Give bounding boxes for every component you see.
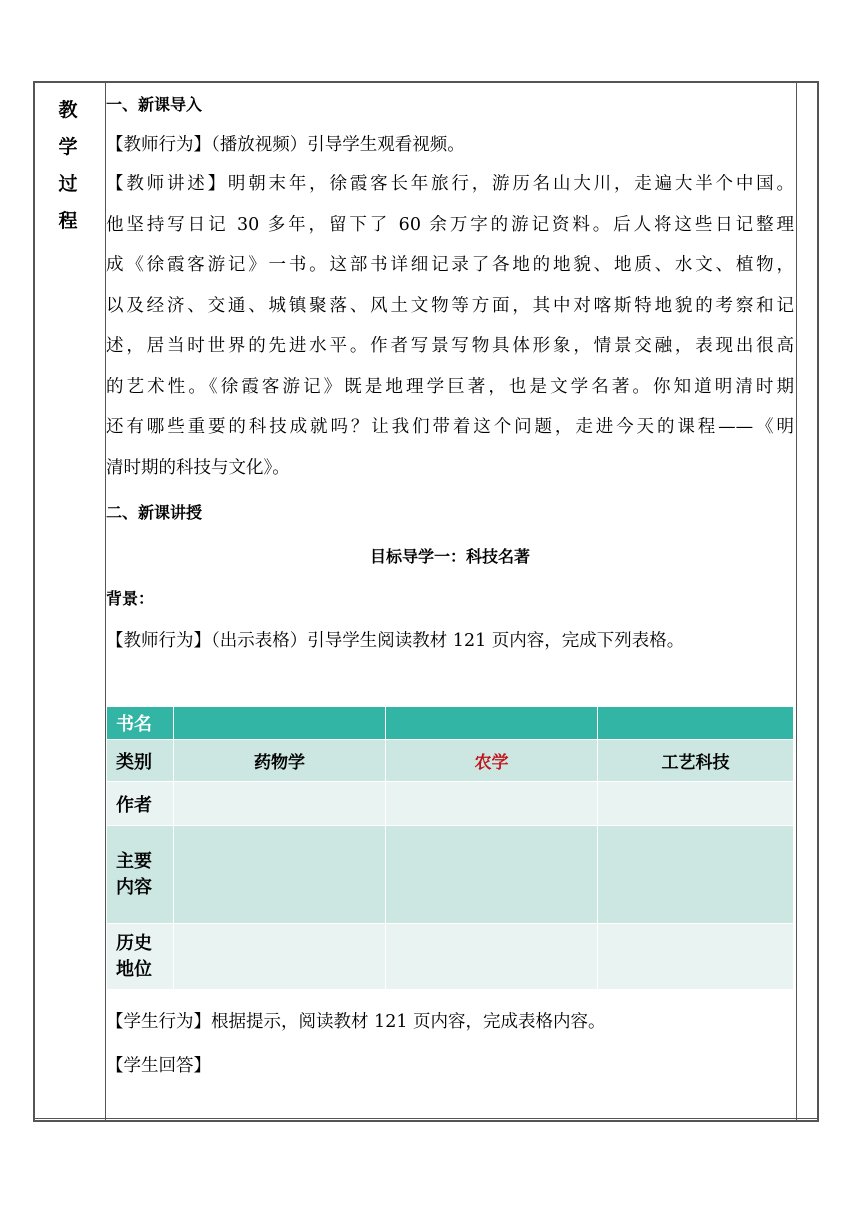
narration-line: 述，居当时世界的先进水平。作者写景写物具体形象，情景交融，表现出很高	[106, 336, 794, 356]
teacher-action-video: 【教师行为】（播放视频）引导学生观看视频。	[106, 135, 465, 155]
table-row-category	[107, 740, 794, 782]
science-books-table	[106, 706, 794, 990]
table-cell	[386, 826, 598, 924]
teaching-process-label	[50, 92, 86, 240]
table-row-book-name	[107, 707, 794, 740]
narration-line: 成《徐霞客游记》一书。这部书详细记录了各地的地貌、地质、水文、植物，	[106, 255, 794, 275]
row-label: 作者	[107, 782, 174, 826]
table-cell	[174, 782, 386, 826]
table-row-main-content	[107, 826, 794, 924]
row-label: 主要内容	[107, 826, 174, 924]
table-cell	[174, 924, 386, 990]
narration-line: 以及经济、交通、城镇聚落、风土文物等方面，其中对喀斯特地貌的考察和记	[106, 295, 794, 316]
frame-bottom-border	[33, 1118, 819, 1122]
table-cell	[598, 924, 794, 990]
side-label-char: 教	[58, 99, 78, 121]
table-row-author	[107, 782, 794, 826]
category-cell: 工艺科技	[598, 740, 794, 782]
student-answer-label: 【学生回答】	[106, 1056, 211, 1076]
lesson-content	[106, 88, 794, 658]
column-divider-right	[796, 83, 797, 1120]
table-cell	[386, 782, 598, 826]
row-label: 书名	[107, 707, 174, 740]
narration-line: 的艺术性。《徐霞客游记》既是地理学巨著，也是文学名著。你知道明清时期	[106, 376, 794, 397]
side-label-char: 过	[58, 173, 78, 195]
table-row-historical-status	[107, 924, 794, 990]
section-heading-lecture: 二、新课讲授	[106, 503, 203, 522]
table-cell	[598, 707, 794, 740]
table-cell	[174, 826, 386, 924]
narration-line: 他坚持写日记 30 多年，留下了 60 余万字的游记资料。后人将这些日记整理	[106, 214, 794, 235]
side-label-char: 学	[58, 136, 78, 158]
table-cell	[598, 782, 794, 826]
after-table-text	[106, 1002, 794, 1086]
row-label: 类别	[107, 740, 174, 782]
table-cell	[386, 924, 598, 990]
category-cell: 药物学	[174, 740, 386, 782]
table-cell	[598, 826, 794, 924]
category-cell: 农学	[386, 740, 598, 782]
table-cell	[386, 707, 598, 740]
background-label: 背景：	[106, 589, 155, 608]
section-heading-intro: 一、新课导入	[106, 95, 203, 114]
teacher-narration	[106, 164, 794, 488]
side-label-char: 程	[58, 210, 78, 232]
goal-title: 目标导学一：科技名著	[369, 547, 530, 566]
narration-line: 还有哪些重要的科技成就吗？让我们带着这个问题，走进今天的课程——《明	[106, 417, 794, 437]
narration-line: 清时期的科技与文化》。	[106, 457, 290, 478]
table-cell	[174, 707, 386, 740]
row-label: 历史地位	[107, 924, 174, 990]
teacher-action-table: 【教师行为】（出示表格）引导学生阅读教材 121 页内容，完成下列表格。	[106, 631, 685, 651]
narration-line: 【教师讲述】明朝末年，徐霞客长年旅行，游历名山大川，走遍大半个中国。	[106, 174, 794, 194]
student-action: 【学生行为】根据提示，阅读教材 121 页内容，完成表格内容。	[106, 1012, 606, 1032]
